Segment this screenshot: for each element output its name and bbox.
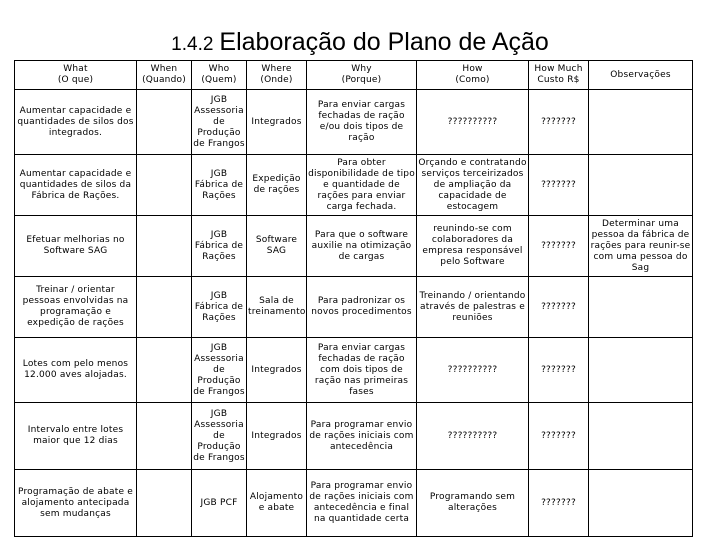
cell-who: JGB Assessoria de Produção de Frangos: [192, 338, 247, 403]
header-how-much: How Much Custo R$: [529, 61, 589, 90]
cell-who: JGB Fábrica de Rações: [192, 155, 247, 216]
cell-where: Integrados: [247, 338, 307, 403]
header-why: Why (Porque): [307, 61, 417, 90]
cell-cost: ???????: [529, 403, 589, 470]
cell-why: Para enviar cargas fechadas de ração e/ou dois tipos de ração: [307, 90, 417, 155]
cell-why: Para enviar cargas fechadas de ração com dois tipos de ração nas primeiras fases: [307, 338, 417, 403]
cell-how: ??????????: [417, 338, 529, 403]
title-text: Elaboração do Plano de Ação: [219, 28, 549, 56]
cell-what: Efetuar melhorias no Software SAG: [15, 216, 137, 277]
cell-when: [137, 277, 192, 338]
cell-what: Lotes com pelo menos 12.000 aves alojadas.: [15, 338, 137, 403]
page-title: [0, 28, 720, 57]
cell-what: Treinar / orientar pessoas envolvidas na programação e expedição de rações: [15, 277, 137, 338]
cell-why: Para padronizar os novos procedimentos: [307, 277, 417, 338]
cell-what: Intervalo entre lotes maior que 12 dias: [15, 403, 137, 470]
cell-cost: ???????: [529, 277, 589, 338]
cell-how: reunindo-se com colaboradores da empresa responsável pelo Software: [417, 216, 529, 277]
cell-how: ??????????: [417, 90, 529, 155]
cell-observations: [589, 470, 693, 537]
cell-observations: Determinar uma pessoa da fábrica de rações para reunir-se com uma pessoa do Sag: [589, 216, 693, 277]
cell-why: Para obter disponibilidade de tipo e quantidade de rações para enviar carga fechada.: [307, 155, 417, 216]
cell-who: JGB Fábrica de Rações: [192, 277, 247, 338]
cell-how: Programando sem alterações: [417, 470, 529, 537]
cell-who: JGB Assessoria de Produção de Frangos: [192, 403, 247, 470]
table-row: [15, 403, 693, 470]
cell-how: Orçando e contratando serviços terceirizados de ampliação da capacidade de estocagem: [417, 155, 529, 216]
cell-where: Sala de treinamento: [247, 277, 307, 338]
cell-observations: [589, 403, 693, 470]
cell-when: [137, 470, 192, 537]
cell-who: JGB Fábrica de Rações: [192, 216, 247, 277]
cell-where: Software SAG: [247, 216, 307, 277]
cell-why: Para que o software auxilie na otimização de cargas: [307, 216, 417, 277]
cell-cost: ???????: [529, 338, 589, 403]
cell-observations: [589, 338, 693, 403]
cell-what: Aumentar capacidade e quantidades de silos dos integrados.: [15, 90, 137, 155]
cell-when: [137, 403, 192, 470]
cell-observations: [589, 277, 693, 338]
cell-where: Expedição de rações: [247, 155, 307, 216]
cell-where: Alojamento e abate: [247, 470, 307, 537]
cell-who: JGB PCF: [192, 470, 247, 537]
table-row: [15, 155, 693, 216]
header-where: Where (Onde): [247, 61, 307, 90]
cell-where: Integrados: [247, 403, 307, 470]
cell-why: Para programar envio de rações iniciais com antecedência: [307, 403, 417, 470]
header-row: [15, 61, 693, 90]
cell-who: JGB Assessoria de Produção de Frangos: [192, 90, 247, 155]
action-plan-table: [14, 60, 693, 537]
table-row: [15, 338, 693, 403]
cell-what: Programação de abate e alojamento antecipada sem mudanças: [15, 470, 137, 537]
table-row: [15, 470, 693, 537]
table-row: [15, 90, 693, 155]
cell-cost: ???????: [529, 155, 589, 216]
table-row: [15, 216, 693, 277]
header-what: What (O que): [15, 61, 137, 90]
cell-observations: [589, 155, 693, 216]
header-observations: Observações: [589, 61, 693, 90]
cell-cost: ???????: [529, 470, 589, 537]
header-how: How (Como): [417, 61, 529, 90]
cell-what: Aumentar capacidade e quantidades de silos da Fábrica de Rações.: [15, 155, 137, 216]
header-who: Who (Quem): [192, 61, 247, 90]
cell-when: [137, 216, 192, 277]
cell-cost: ???????: [529, 90, 589, 155]
cell-when: [137, 338, 192, 403]
cell-observations: [589, 90, 693, 155]
cell-cost: ???????: [529, 216, 589, 277]
cell-why: Para programar envio de rações iniciais com antecedência e final na quantidade certa: [307, 470, 417, 537]
cell-how: Treinando / orientando através de palestras e reuniões: [417, 277, 529, 338]
table-row: [15, 277, 693, 338]
cell-how: ??????????: [417, 403, 529, 470]
cell-where: Integrados: [247, 90, 307, 155]
header-when: When (Quando): [137, 61, 192, 90]
cell-when: [137, 155, 192, 216]
cell-when: [137, 90, 192, 155]
section-number: 1.4.2: [171, 34, 214, 55]
